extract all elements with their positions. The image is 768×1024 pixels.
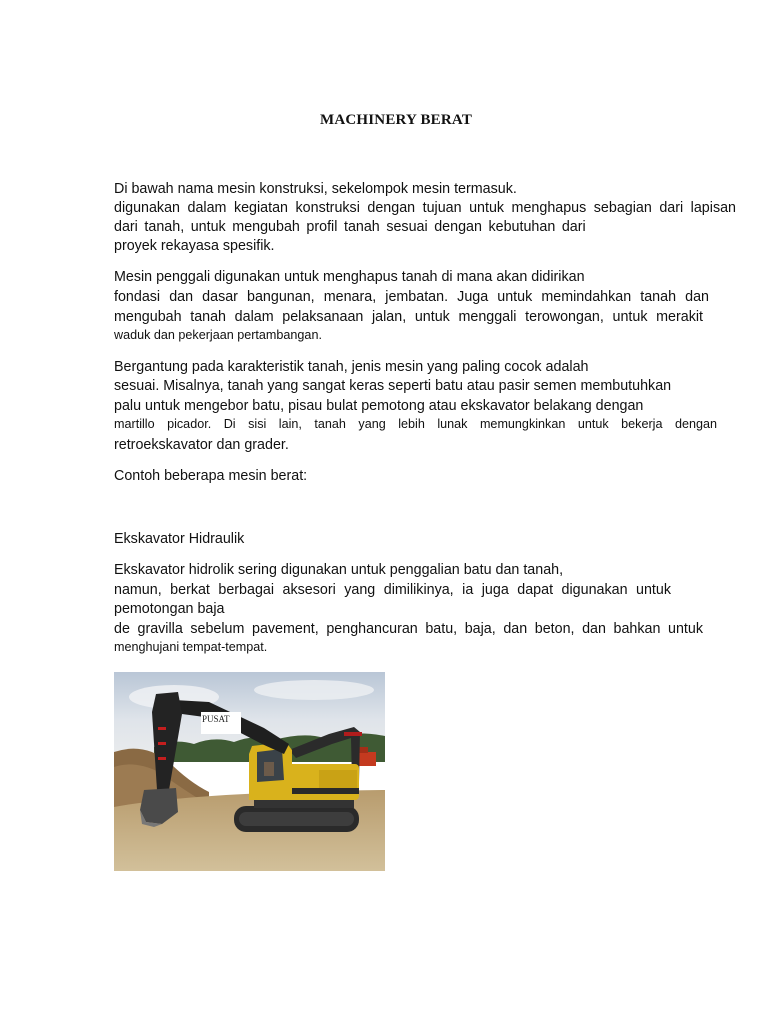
section-heading: Ekskavator Hidraulik (114, 531, 245, 547)
paragraph-line: digunakan dalam kegiatan konstruksi dengan tujuan untuk menghapus sebagian dari lapisan (114, 200, 736, 216)
photo-label: PUSAT (202, 714, 230, 724)
paragraph-line: namun, berkat berbagai aksesori yang dimilikinya, ia juga dapat digunakan untuk (114, 582, 671, 598)
paragraph-line: retroekskavator dan grader. (114, 437, 289, 453)
paragraph-line: sesuai. Misalnya, tanah yang sangat keras seperti batu atau pasir semen membutuhkan (114, 378, 672, 394)
paragraph-line: Bergantung pada karakteristik tanah, jenis mesin yang paling cocok adalah (114, 359, 589, 375)
paragraph-line: de gravilla sebelum pavement, penghancuran batu, baja, dan beton, dan bahkan untuk (114, 621, 703, 637)
paragraph-line: Di bawah nama mesin konstruksi, sekelompok mesin termasuk. (114, 181, 517, 197)
paragraph-line: palu untuk mengebor batu, pisau bulat pemotong atau ekskavator belakang dengan (114, 398, 644, 414)
paragraph-line: Contoh beberapa mesin berat: (114, 468, 308, 484)
paragraph-line: dari tanah, untuk mengubah profil tanah sesuai dengan kebutuhan dari (114, 219, 586, 235)
excavator-photo (114, 672, 385, 871)
paragraph-line: pemotongan baja (114, 601, 225, 617)
document-title: MACHINERY BERAT (319, 112, 473, 128)
paragraph-line: fondasi dan dasar bangunan, menara, jembatan. Juga untuk memindahkan tanah dan (114, 289, 709, 305)
paragraph-line: Ekskavator hidrolik sering digunakan untuk penggalian batu dan tanah, (114, 562, 564, 578)
paragraph-line: menghujani tempat-tempat. (114, 640, 268, 654)
paragraph-line: Mesin penggali digunakan untuk menghapus tanah di mana akan didirikan (114, 269, 585, 285)
paragraph-line: martillo picador. Di sisi lain, tanah yang lebih lunak memungkinkan untuk bekerja dengan (114, 417, 717, 431)
paragraph-line: mengubah tanah dalam pelaksanaan jalan, untuk menggali terowongan, untuk merakit (114, 309, 703, 325)
paragraph-line: waduk dan pekerjaan pertambangan. (114, 328, 322, 342)
paragraph-line: proyek rekayasa spesifik. (114, 238, 275, 254)
